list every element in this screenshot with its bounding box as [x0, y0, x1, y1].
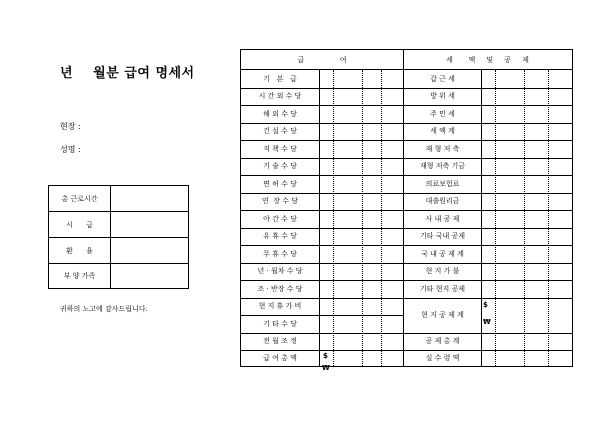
pay-row-line [241, 333, 403, 334]
deduction-row-line [403, 228, 572, 229]
pay-row-line [241, 158, 403, 159]
pay-row-line [241, 123, 403, 124]
deduction-dotted-line [495, 70, 496, 366]
page-title: 년 월분 급여 명세서 [60, 66, 195, 81]
deduction-item-label: 주 민 세 [430, 109, 455, 118]
pay-item-label: 면 허 수 당 [263, 179, 297, 188]
header-divider [403, 50, 404, 70]
deduction-row-line [403, 298, 572, 299]
pay-deduction-table [240, 49, 573, 372]
pay-item-label: 무 휴 수 당 [263, 249, 297, 258]
pay-item-label: 건 설 수 당 [263, 127, 297, 136]
deduction-row-line [403, 158, 572, 159]
deduction-item-label: 방 위 세 [430, 92, 455, 101]
deduction-label-divider [481, 70, 482, 366]
deduction-item-label: 기타 국내 공제 [419, 232, 466, 241]
pay-item-label: 현 지 휴 가 비 [258, 302, 302, 311]
deduction-item-label: 현 지 가 불 [425, 267, 460, 276]
pay-row-line [241, 350, 403, 351]
pay-dotted-line [381, 70, 382, 366]
deduction-item-label: 실 수 령 액 [425, 354, 460, 362]
summary-label: 환 율 [49, 238, 111, 263]
summary-row [49, 212, 188, 238]
summary-table [48, 185, 189, 289]
thanks-message: 귀하의 노고에 감사드립니다. [60, 305, 148, 313]
deduction-item-label: 의료보험료 [425, 179, 460, 188]
deduction-item-label: 사 내 공 제 [425, 214, 460, 223]
pay-row-line [241, 280, 403, 281]
deduction-item-label: 재 형 저 축 [425, 144, 460, 153]
deduction-item-label: 갑 근 세 [430, 74, 455, 83]
site-label: 현장 : [60, 122, 81, 131]
summary-row [49, 186, 188, 212]
summary-row [49, 238, 188, 264]
pay-item-label: 연 장 수 당 [262, 197, 298, 206]
deduction-item-label: 재형 저축 기금 [419, 162, 466, 171]
pay-header: 급 여 [241, 50, 403, 70]
pay-dotted-line [362, 70, 363, 366]
deduction-row-line [403, 88, 572, 89]
pay-row-line [241, 315, 403, 316]
deduction-item-label: 현 지 공 제 계 [421, 311, 464, 319]
pay-row-line [241, 193, 403, 194]
deduction-item-label: 공 제 총 계 [425, 337, 460, 346]
pay-row-line [241, 140, 403, 141]
dollar-symbol: $ [483, 300, 488, 309]
deduction-row-line [403, 175, 572, 176]
pay-item-label: 기 본 급 [263, 74, 297, 83]
deduction-row-line [403, 333, 572, 334]
summary-row [49, 264, 188, 288]
dollar-symbol: $ [323, 352, 328, 360]
deduction-row-line [403, 105, 572, 106]
pay-item-label: 기 술 수 당 [263, 162, 297, 171]
pay-item-label: 시 간 외 수 당 [258, 92, 302, 101]
pay-label-divider [319, 70, 320, 366]
pay-row-line [241, 175, 403, 176]
pay-row-line [241, 88, 403, 89]
deduction-row-line [403, 245, 572, 246]
pay-row-line [241, 105, 403, 106]
deduction-row-line [403, 210, 572, 211]
pay-row-line [241, 298, 403, 299]
pay-item-label: 급 여 총 액 [263, 354, 297, 362]
summary-label: 시 급 [49, 212, 111, 237]
deduction-row-line [403, 193, 572, 194]
deduction-dotted-line [548, 70, 549, 366]
pay-row-line [241, 263, 403, 264]
deduction-row-line [403, 350, 572, 351]
pay-item-label: 조 · 반장 수 당 [257, 284, 303, 293]
pay-item-label: 유 휴 수 당 [263, 232, 297, 241]
pay-dotted-line [333, 70, 334, 366]
name-label: 성명 : [60, 145, 81, 154]
pay-item-label: 년 · 월차 수 당 [257, 267, 303, 276]
pay-row-line [241, 245, 403, 246]
deduction-row-line [403, 140, 572, 141]
deduction-item-label: 대출원리금 [425, 197, 460, 206]
deduction-dotted-line [524, 70, 525, 366]
deduction-row-line [403, 263, 572, 264]
pay-row-line [241, 228, 403, 229]
pay-item-label: 야 간 수 당 [263, 214, 297, 223]
pay-item-label: 기 타 수 당 [263, 319, 297, 328]
deduction-row-line [403, 123, 572, 124]
pay-item-label: 전 월 조 정 [263, 337, 297, 346]
deduction-row-line [403, 280, 572, 281]
deduction-item-label: 세 액 계 [430, 127, 455, 136]
summary-label: 부 양 가족 [49, 264, 111, 288]
won-symbol: ₩ [483, 317, 491, 326]
summary-label: 총 근로시간 [49, 186, 111, 211]
deduction-item-label: 기타 현지 공제 [419, 284, 466, 293]
pay-item-label: 해 외 수 당 [263, 109, 297, 118]
pay-row-line [241, 210, 403, 211]
deduction-header: 세 액 및 공 제 [403, 50, 572, 70]
won-symbol: ₩ [322, 364, 330, 372]
pay-item-label: 직 책 수 당 [263, 144, 297, 153]
deduction-item-label: 국 내 공 제 계 [421, 249, 464, 258]
